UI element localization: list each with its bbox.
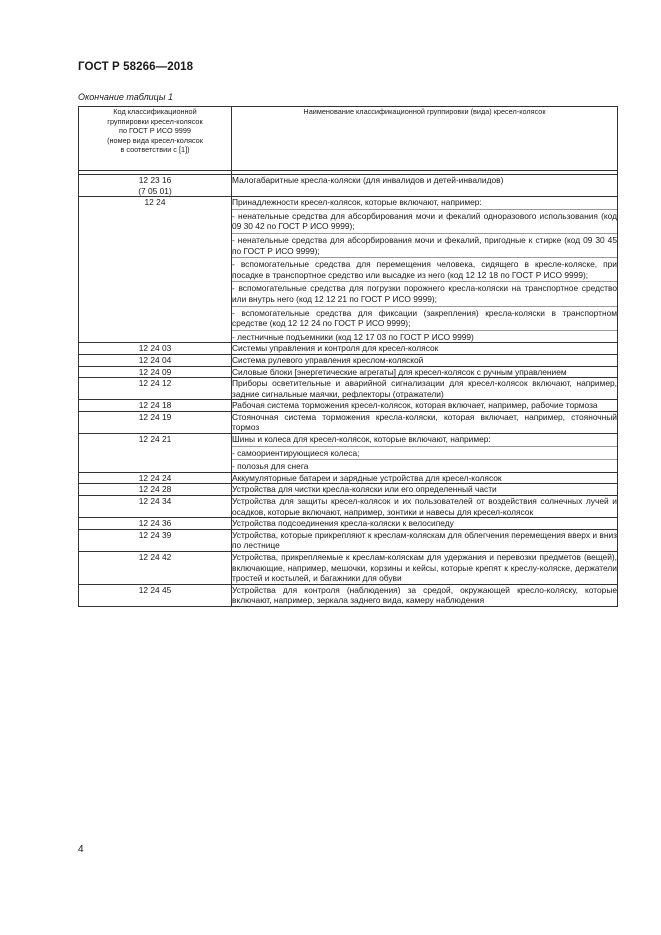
row-code: 12 24 — [79, 197, 232, 343]
row-code: 12 24 24 — [79, 472, 232, 484]
row-code: 12 24 34 — [79, 496, 232, 518]
row-name: Устройства для контроля (наблюдения) за средой, окружающей кресло-коляску, которые включают, например, зеркала заднего вида, камеру наблюдения — [232, 584, 617, 606]
row-code: 12 24 12 — [79, 378, 232, 400]
row-name: Устройства, которые прикрепляют к креслам-коляскам для облегчения перемещения вверх и вниз по лестнице — [232, 529, 617, 551]
row-code-value: 12 23 16 — [138, 175, 172, 185]
row-code: 12 24 04 — [79, 354, 232, 366]
row-name: Рабочая система торможения кресел-колясок, которая включает, например, рабочие тормоза — [232, 400, 618, 412]
row-subitem: - ненательные средства для абсорбирования мочи и фекалий одноразового использования (код 09 30 42 по ГОСТ Р ИСО 9999); — [232, 210, 617, 232]
row-code-alt: (7 05 01) — [138, 185, 172, 196]
row-code: 12 24 36 — [79, 518, 232, 530]
row-code: 12 24 42 — [79, 552, 232, 585]
table-row — [79, 496, 618, 518]
name-column-header: Наименование классификационной группировки (вида) кресел-колясок — [232, 107, 618, 171]
code-header-line: (номер вида кресел-колясок — [107, 135, 203, 145]
code-column-header — [79, 107, 232, 171]
row-code: 12 24 03 — [79, 343, 232, 355]
row-code: 12 24 09 — [79, 366, 232, 378]
row-name: Устройства для чистки кресла-коляски или его определенный части — [232, 484, 618, 496]
table-row — [79, 529, 618, 551]
classification-table — [78, 106, 618, 607]
row-name: Приборы осветительные и аварийной сигнализации для кресел-колясок включают, например, задние сигнальные маячки, рефлекторы (отражатели) — [232, 378, 617, 399]
table-row — [79, 366, 618, 378]
table-row — [79, 197, 618, 343]
row-code: 12 24 45 — [79, 584, 232, 606]
table-row — [79, 552, 618, 585]
row-name: Силовые блоки [энергетические агрегаты] для кресел-колясок с ручным управлением — [232, 366, 618, 378]
row-code — [79, 175, 232, 197]
row-name: Малогабаритные кресла-коляски (для инвалидов и детей-инвалидов) — [232, 175, 618, 197]
table-caption: Окончание таблицы 1 — [78, 92, 173, 102]
row-code: 12 24 18 — [79, 400, 232, 412]
table-row — [79, 354, 618, 366]
table-header-row — [79, 107, 618, 171]
row-subitem: - вспомогательные средства для перемещения человека, сидящего в кресле-коляске, при посадке в транспортное средство или высадке из него (код 12 12 18 по ГОСТ Р ИСО 9999); — [232, 259, 617, 280]
row-name — [232, 197, 618, 343]
code-header-line: по ГОСТ Р ИСО 9999 — [119, 126, 191, 135]
row-code: 12 24 19 — [79, 411, 232, 433]
row-subitem: - вспомогательные средства для погрузки порожнего кресла-коляски на транспортное средство или внутрь него (код 12 12 21 по ГОСТ Р ИСО 9999); — [232, 283, 617, 304]
row-code: 12 24 28 — [79, 484, 232, 496]
table-row — [79, 378, 618, 400]
table-row — [79, 175, 618, 197]
row-name — [232, 434, 618, 473]
row-name-intro: Принадлежности кресел-колясок, которые включают, например: — [232, 197, 482, 208]
row-subitem: - ненательные средства для абсорбирования мочи и фекалий, пригодные к стирке (код 09 30 45 по ГОСТ Р ИСО 9999); — [232, 234, 617, 256]
row-name: Стояночная система торможения кресла-коляски, которая включает, например, стояночный тормоз — [232, 411, 617, 433]
row-name: Устройства, прикрепляемые к креслам-коляскам для удержания и перевозки предметов (вещей), включающие, например, мешочки, корзины и кейсы, которые крепят к креслу-коляске, держатели тростей и костылей, и багажники для обуви — [232, 552, 617, 584]
code-header-line: группировки кресел-колясок — [107, 116, 203, 126]
table-row — [79, 484, 618, 496]
row-name-intro: Шины и колеса для кресел-колясок, которые включают, например: — [232, 434, 491, 445]
table-row — [79, 400, 618, 412]
document-title: ГОСТ Р 58266—2018 — [78, 61, 194, 73]
row-code: 12 24 39 — [79, 529, 232, 551]
row-subitem: - полозья для снега — [232, 459, 617, 472]
row-name: Устройства подсоединения кресла-коляски к велосипеду — [232, 518, 618, 530]
row-name: Системы управления и контроля для кресел-колясок — [232, 343, 618, 355]
row-subitem: - лестничные подъемники (код 12 17 03 по ГОСТ Р ИСО 9999) — [232, 330, 617, 343]
row-name: Система рулевого управления креслом-коляской — [232, 354, 618, 366]
table-row — [79, 472, 618, 484]
table-row — [79, 518, 618, 530]
table-row — [79, 584, 618, 606]
row-subitem: - вспомогательные средства для фиксации (закрепления) кресла-коляски в транспортном средстве (код 12 12 24 по ГОСТ Р ИСО 9999); — [232, 307, 617, 329]
table-row — [79, 411, 618, 433]
row-subitem: - самоориентирующиеся колеса; — [232, 446, 617, 459]
code-header-line: Код классификационной — [113, 107, 197, 116]
table-row — [79, 434, 618, 473]
table-row — [79, 343, 618, 355]
row-name: Аккумуляторные батареи и зарядные устройства для кресел-колясок — [232, 472, 618, 484]
row-name: Устройства для защиты кресел-колясок и их пользователей от воздействия солнечных лучей и осадков, которые включают, например, зонтики и навесы для кресел-колясок — [232, 496, 617, 517]
page-number: 4 — [78, 844, 84, 855]
row-code: 12 24 21 — [79, 434, 232, 473]
code-header-line: в соответствии с [1]) — [120, 145, 190, 154]
